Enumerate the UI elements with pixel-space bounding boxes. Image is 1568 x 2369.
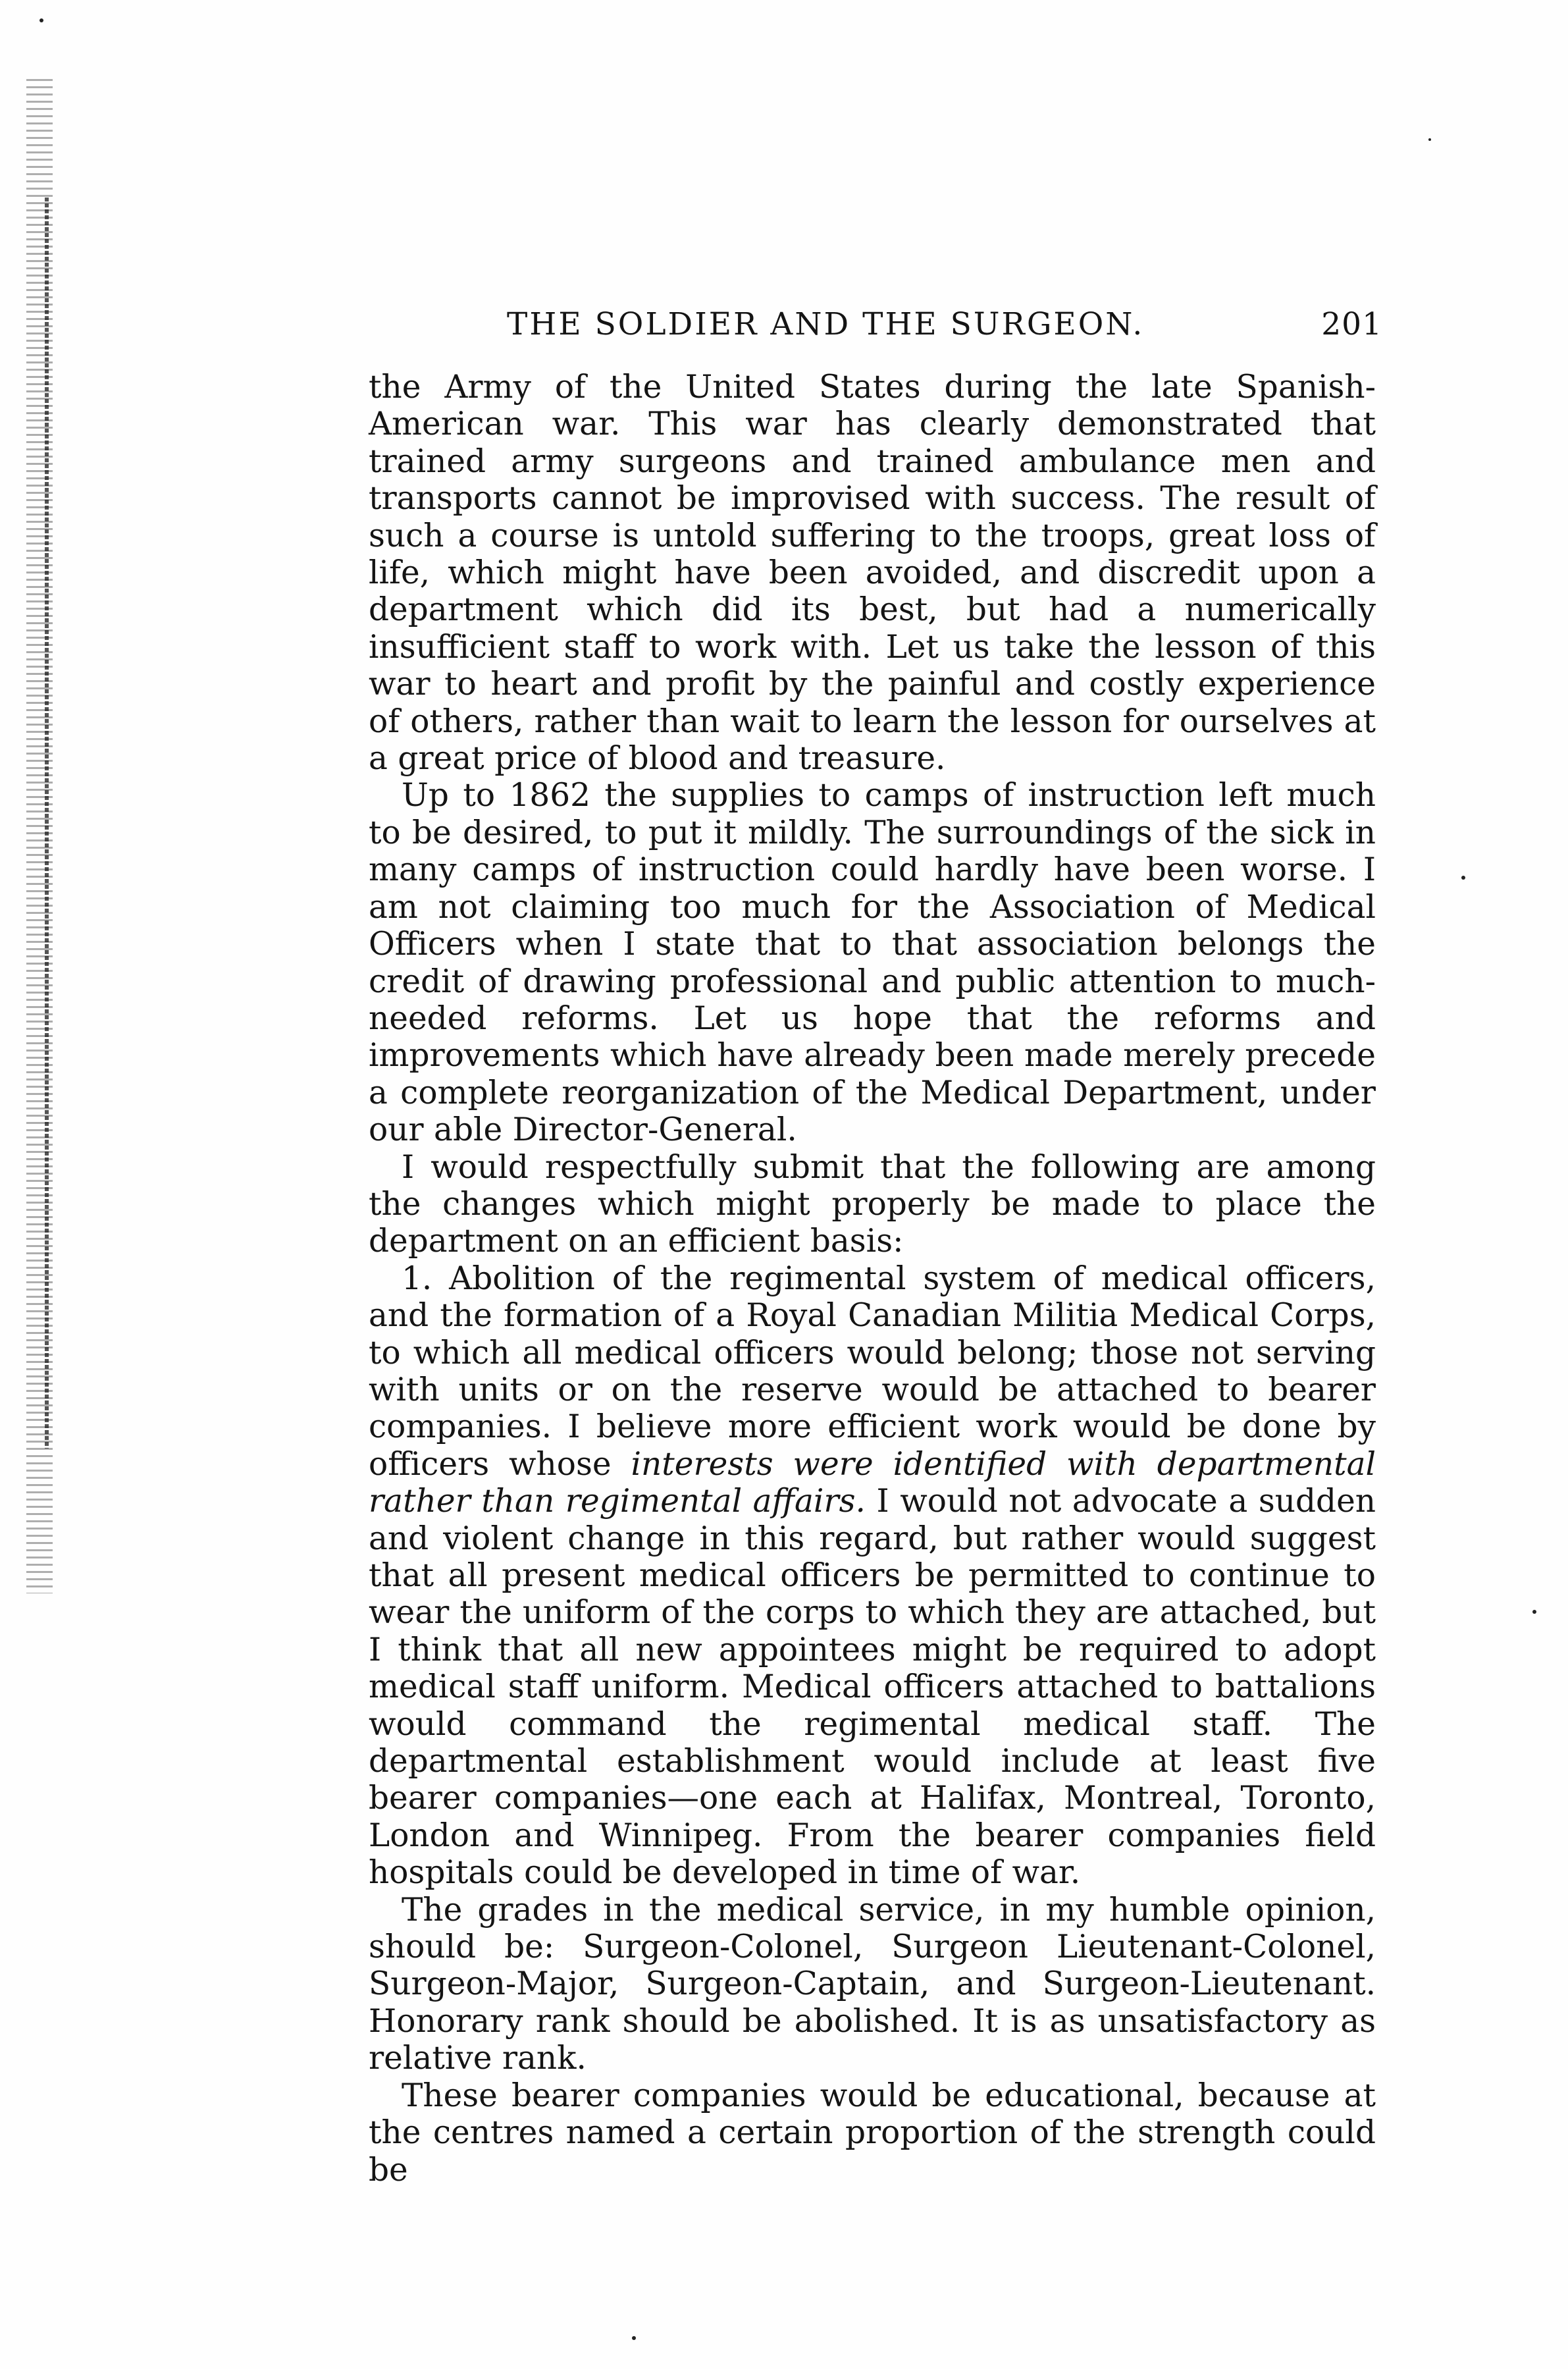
scan-speck xyxy=(1532,1610,1536,1614)
scan-speck xyxy=(39,18,43,22)
paragraph-text: I would not advocate a sudden and violent change in this regard, but rather would suggest that all present medical officers be permitted to continue to wear the uniform of the corps to which they are attached, but I think that all new appointees might be required to adopt medical staff uniform. Medical officers attached to battalions would command the regimental medical staff. The departmental establishment would include at least five bearer companies—one each at Halifax, Montreal, Toronto, London and Winnipeg. From the bearer companies field hospitals could be developed in time of war. xyxy=(369,1483,1376,1892)
paragraph: These bearer companies would be educational, because at the centres named a certain proportion of the strength could be xyxy=(369,2077,1376,2189)
paragraph: Up to 1862 the supplies to camps of instruction left much to be desired, to put it mildly. The surroundings of the sick in many camps of instruction could hardly have been worse. I am not claiming too much for the Association of Medical Officers when I state that to that association belongs the credit of drawing professional and public attention to much-needed reforms. Let us hope that the reforms and improvements which have already been made merely precede a complete reorganization of the Medical Department, under our able Director-General. xyxy=(369,777,1376,1149)
running-title: THE SOLDIER AND THE SURGEON. xyxy=(507,306,1145,342)
paragraph: I would respectfully submit that the following are among the changes which might properly be made to place the department on an efficient basis: xyxy=(369,1148,1376,1260)
running-head xyxy=(507,302,1382,348)
paragraph: the Army of the United States during the late Spanish-American war. This war has clearly demonstrated that trained army surgeons and trained ambulance men and transports cannot be improvised with success. The result of such a course is untold suffering to the troops, great loss of life, which might have been avoided, and discredit upon a department which did its best, but had a numerically insufficient staff to work with. Let us take the lesson of this war to heart and profit by the painful and costly experience of others, rather than wait to learn the lesson for ourselves at a great price of blood and treasure. xyxy=(369,369,1376,778)
scan-binding-edge xyxy=(26,79,53,1593)
paragraph: The grades in the medical service, in my humble opinion, should be: Surgeon-Colonel, Surgeon Lieutenant-Colonel, Surgeon-Major, Surgeon-Captain, and Surgeon-Lieutenant. Honorary rank should be abolished. It is as unsatisfactory as relative rank. xyxy=(369,1891,1376,2077)
scan-speck xyxy=(1428,138,1431,141)
paragraph xyxy=(369,1260,1376,1892)
italic-text: interests were identified with departmental rather than regimental affairs. xyxy=(369,1445,1376,1520)
scan-speck xyxy=(1461,876,1465,880)
paragraph-text: 1. Abolition of the regimental system of medical officers, and the formation of a Royal Canadian Militia Medical Corps, to which all medical officers would belong; those not serving with units or on the reserve would be attached to bearer companies. I believe more efficient work would be done by officers whose xyxy=(369,1260,1376,1483)
page-number: 201 xyxy=(1321,306,1382,342)
body-text xyxy=(369,369,1376,2189)
scan-binding-line xyxy=(45,198,49,1449)
scan-speck xyxy=(632,2336,636,2340)
